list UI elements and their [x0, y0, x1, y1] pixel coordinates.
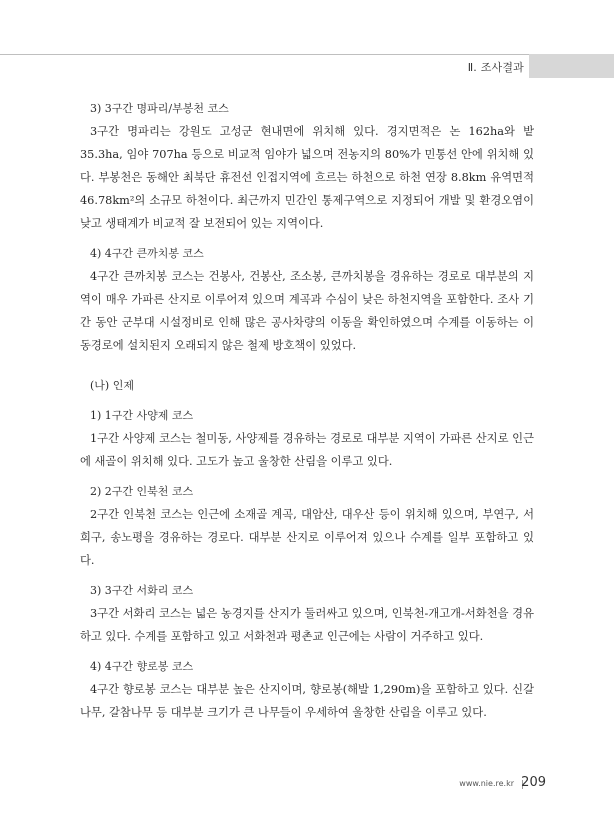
chapter-tab	[529, 54, 614, 78]
paragraph-text: 2구간 인북천 코스는 인근에 소재골 계곡, 대암산, 대우산 등이 위치해 있으며, 부연구, 서희구, 송노평을 경유하는 경로다. 대부분 산지로 이루어져 있으나 수계를 일부 포함하고 있다.	[80, 508, 534, 567]
section-paragraph	[80, 427, 534, 473]
section-heading: 3) 3구간 명파리/부봉천 코스	[90, 102, 229, 115]
inje-section-4	[80, 656, 534, 724]
paragraph-text: 3구간 서화리 코스는 넓은 농경지를 산지가 둘러싸고 있으며, 인북천-개고개-서화천을 경유하고 있다. 수계를 포함하고 있고 서화천과 평촌교 인근에는 사람이 거주하고 있다.	[80, 607, 534, 643]
subsection-inje-title: (나) 인제	[90, 379, 134, 392]
paragraph-text: 4구간 향로봉 코스는 대부분 높은 산지이며, 향로봉(해발 1,290m)을 포함하고 있다. 신갈나무, 갈참나무 등 대부분 크기가 큰 나무들이 우세하여 울창한 산림을 이루고 있다.	[80, 683, 534, 719]
section-4-keunkkachibong	[80, 243, 534, 357]
section-heading: 1) 1구간 사양제 코스	[90, 409, 194, 422]
paragraph-text: 1구간 사양제 코스는 철미동, 사양제를 경유하는 경로로 대부분 지역이 가파른 산지로 인근에 새골이 위치해 있다. 고도가 높고 울창한 산림을 이루고 있다.	[80, 432, 534, 468]
chapter-label: Ⅱ. 조사결과	[467, 61, 524, 74]
page-body	[80, 98, 534, 724]
section-heading: 4) 4구간 향로봉 코스	[90, 660, 194, 673]
page-number: 209	[521, 775, 546, 790]
section-heading: 4) 4구간 큰까치봉 코스	[90, 247, 204, 260]
header-rule	[0, 54, 530, 55]
section-heading: 3) 3구간 서화리 코스	[90, 584, 194, 597]
inje-section-2	[80, 481, 534, 572]
page-footer	[0, 774, 614, 798]
section-3-myeongpa	[80, 98, 534, 235]
section-paragraph	[80, 265, 534, 357]
section-paragraph	[80, 503, 534, 572]
inje-section-1	[80, 405, 534, 473]
paragraph-text: 4구간 큰까치봉 코스는 건봉사, 건봉산, 조소봉, 큰까치봉을 경유하는 경로로 대부분의 지역이 매우 가파른 산지로 이루어져 있으며 계곡과 수심이 낮은 하천지역을 포함한다. 조사 기간 동안 군부대 시설정비로 인해 많은 공사차량의 이동을 확인하였으며 수계를 이동하는 이동경로에 설치된지 오래되지 않은 철제 방호책이 있었다.	[80, 270, 534, 352]
section-heading: 2) 2구간 인북천 코스	[90, 485, 194, 498]
section-paragraph	[80, 678, 534, 724]
paragraph-text: 3구간 명파리는 강원도 고성군 현내면에 위치해 있다. 경지면적은 논 162ha와 밭 35.3ha, 임야 707ha 등으로 비교적 임야가 넓으며 전농지의 80%가 민통선 안에 위치해 있다. 부봉천은 동해안 최북단 휴전선 인접지역에 흐르는 하천으로 하천 연장 8.8km 유역면적 46.78km²의 소규모 하천이다. 최근까지 민간인 통제구역으로 지정되어 개발 및 환경오염이 낮고 생태계가 비교적 잘 보전되어 있는 지역이다.	[80, 125, 534, 230]
section-paragraph	[80, 602, 534, 648]
inje-section-3	[80, 580, 534, 648]
section-paragraph	[80, 120, 534, 235]
footer-url: www.nie.re.kr	[459, 779, 514, 788]
